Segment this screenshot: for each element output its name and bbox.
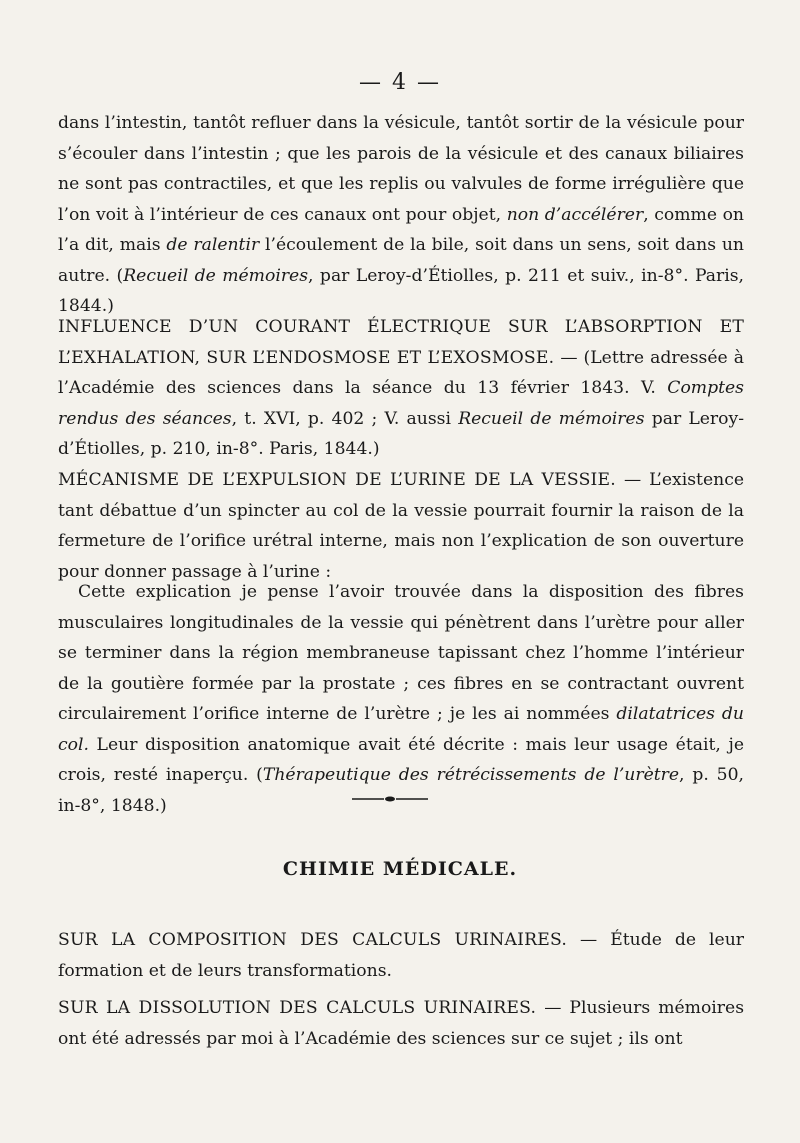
- paragraph-bile-ducts: [58, 108, 744, 322]
- paragraph-text: par Leroy-d’Étiolles, p. 210, in-8°. Paris, 1844.): [58, 408, 745, 459]
- paragraph-text: , p. 50, in-8°, 1848.): [58, 765, 744, 816]
- paragraph-text: , par Leroy-d’Étiolles, p. 211 et suiv., in-8°. Paris, 1844.): [58, 265, 744, 316]
- entry-heading: INFLUENCE D’UN COURANT ÉLECTRIQUE SUR L’ABSORPTION ET L’EXHALATION, SUR L’ENDOSMOSE ET L’EXOSMOSE.: [58, 317, 744, 368]
- citation-title: Recueil de mémoires: [458, 408, 645, 429]
- paragraph-explanation: [58, 577, 744, 821]
- paragraph-electric-current: [58, 312, 744, 465]
- entry-heading: MÉCANISME DE L’EXPULSION DE L’URINE DE LA VESSIE.: [58, 470, 616, 490]
- paragraph-text: Leur disposition anatomique avait été décrite : mais leur usage était, je crois, resté inaperçu. (: [58, 734, 744, 785]
- paragraph-text: — L’existence tant débattue d’un spincter au col de la vessie pourrait fournir la raison de la fermeture de l’orifice urétral interne, mais non l’explication de son ouverture pour donner passage à l’urine :: [58, 470, 745, 582]
- page-number: — 4 —: [359, 70, 441, 95]
- citation-title: Thérapeutique des rétrécissements de l’urètre: [262, 765, 680, 785]
- citation-title: Recueil de mémoires: [123, 265, 309, 286]
- paragraph-text: — Étude de leur formation et de leurs transformations.: [58, 930, 744, 981]
- paragraph-text: dans l’intestin, tantôt refluer dans la vésicule, tantôt sortir de la vésicule pour s’écouler dans l’intestin ; que les parois de la vésicule et des canaux biliaires ne sont pas contractiles, et que les replis ou valvules de forme irrégulière que l’on voit à l’intérieur de ces canaux ont pour objet,: [58, 113, 744, 225]
- emphasis-text: de ralentir: [166, 235, 260, 255]
- paragraph-text: , comme on l’a dit, mais: [58, 204, 745, 255]
- paragraph-text: Cette explication je pense l’avoir trouvée dans la disposition des fibres musculaires longitudinales de la vessie qui pénètrent dans l’urètre pour aller se terminer dans la région membraneuse tapissant chez l’homme l’intérieur de la goutière formée par la prostate ; ces fibres en se contractant ouvrent circulairement l’orifice interne de l’urètre ; je les ai nommées: [58, 582, 744, 724]
- paragraph-text: — (Lettre adressée à l’Académie des sciences dans la séance du 13 février 1843. V.: [58, 347, 744, 398]
- paragraph-calculi-dissolution: [58, 993, 744, 1054]
- paragraph-text: , t. XVI, p. 402 ; V. aussi: [231, 408, 459, 429]
- emphasis-text: non d’accélérer: [506, 204, 644, 225]
- paragraph-text: — Plusieurs mémoires ont été adressés par moi à l’Académie des sciences sur ce sujet ; ils ont: [58, 998, 745, 1049]
- entry-heading: SUR LA COMPOSITION DES CALCULS URINAIRES.: [58, 930, 568, 950]
- emphasis-text: dilatatrices du col.: [58, 704, 744, 755]
- citation-title: Comptes rendus des séances: [58, 378, 744, 429]
- ornamental-divider: [350, 795, 430, 803]
- paragraph-text: l’écoulement de la bile, soit dans un sens, soit dans un autre. (: [58, 235, 744, 286]
- entry-heading: SUR LA DISSOLUTION DES CALCULS URINAIRES.: [58, 998, 537, 1018]
- paragraph-calculi-composition: [58, 925, 744, 986]
- section-title: CHIMIE MÉDICALE.: [282, 858, 518, 880]
- paragraph-urine-expulsion: [58, 465, 744, 587]
